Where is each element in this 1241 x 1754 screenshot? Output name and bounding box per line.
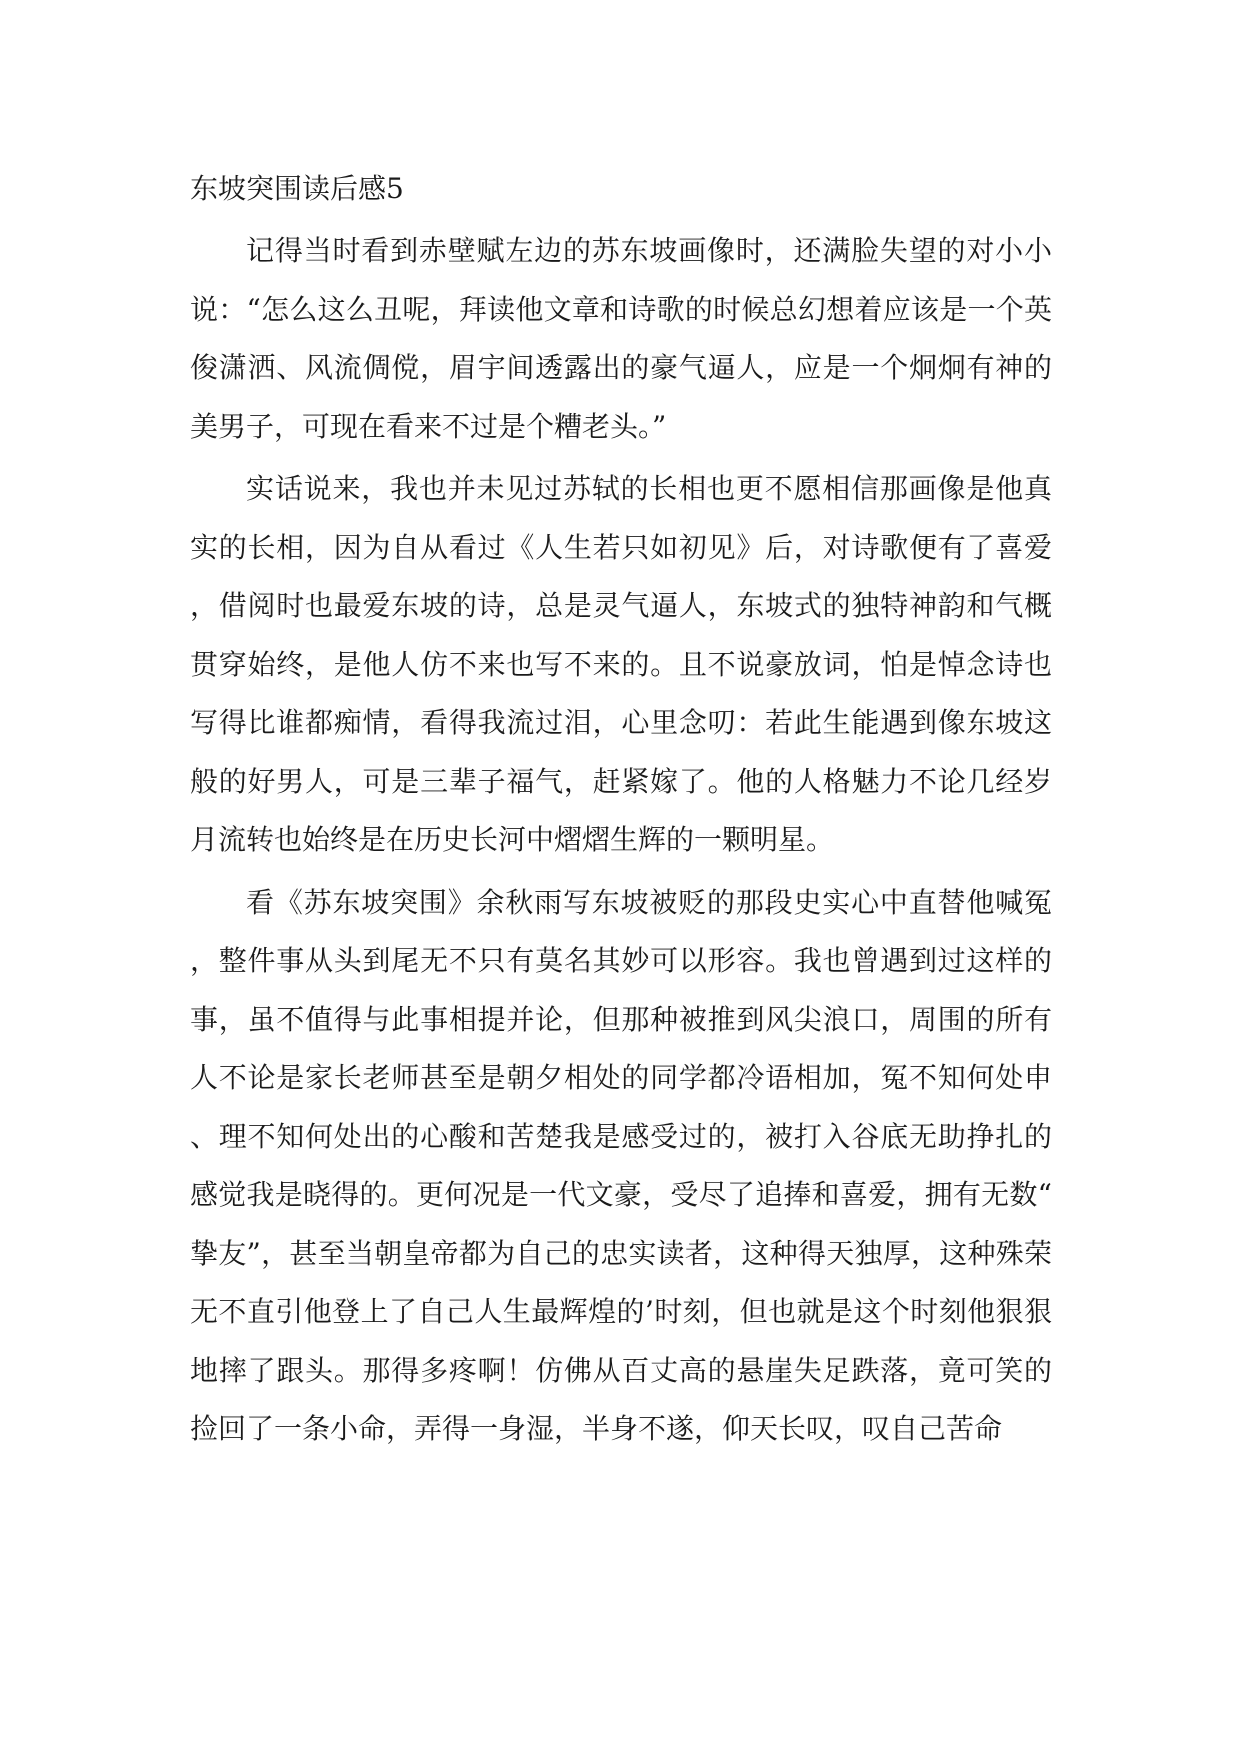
document-title: 东坡突围读后感5 bbox=[190, 172, 404, 205]
document-body bbox=[190, 160, 1052, 1463]
paragraph-3: 看《苏东坡突围》余秋雨写东坡被贬的那段史实心中直替他喊冤，整件事从头到尾无不只有莫名其妙可以形容。我也曾遇到过这样的事，虽不值得与此事相提并论，但那种被推到风尖浪口，周围的所有人不论是家长老师甚至是朝夕相处的同学都冷语相加，冤不知何处申、理不知何处出的心酸和苦楚我是感受过的，被打入谷底无助挣扎的感觉我是晓得的。更何况是一代文豪，受尽了追捧和喜爱，拥有无数“挚友”，甚至当朝皇帝都为自己的忠实读者，这种得天独厚，这种殊荣无不直引他登上了自己人生最辉煌的’时刻，但也就是这个时刻他狠狠地摔了跟头。那得多疼啊！仿佛从百丈高的悬崖失足跌落，竟可笑的捡回了一条小命，弄得一身湿，半身不遂，仰天长叹，叹自己苦命 bbox=[190, 885, 1052, 1445]
paragraph-2: 实话说来，我也并未见过苏轼的长相也更不愿相信那画像是他真实的长相，因为自从看过《人生若只如初见》后，对诗歌便有了喜爱，借阅时也最爱东坡的诗，总是灵气逼人，东坡式的独特神韵和气概贯穿始终，是他人仿不来也写不来的。且不说豪放词，怕是悼念诗也写得比谁都痴情，看得我流过泪，心里念叨：若此生能遇到像东坡这般的好男人，可是三辈子福气，赶紧嫁了。他的人格魅力不论几经岁月流转也始终是在历史长河中熠熠生辉的一颗明星。 bbox=[190, 472, 1052, 856]
paragraph-1: 记得当时看到赤壁赋左边的苏东坡画像时，还满脸失望的对小小说：“怎么这么丑呢，拜读他文章和诗歌的时候总幻想着应该是一个英俊潇洒、风流倜傥，眉宇间透露出的豪气逼人，应是一个炯炯有神的美男子，可现在看来不过是个糟老头。” bbox=[190, 234, 1052, 443]
